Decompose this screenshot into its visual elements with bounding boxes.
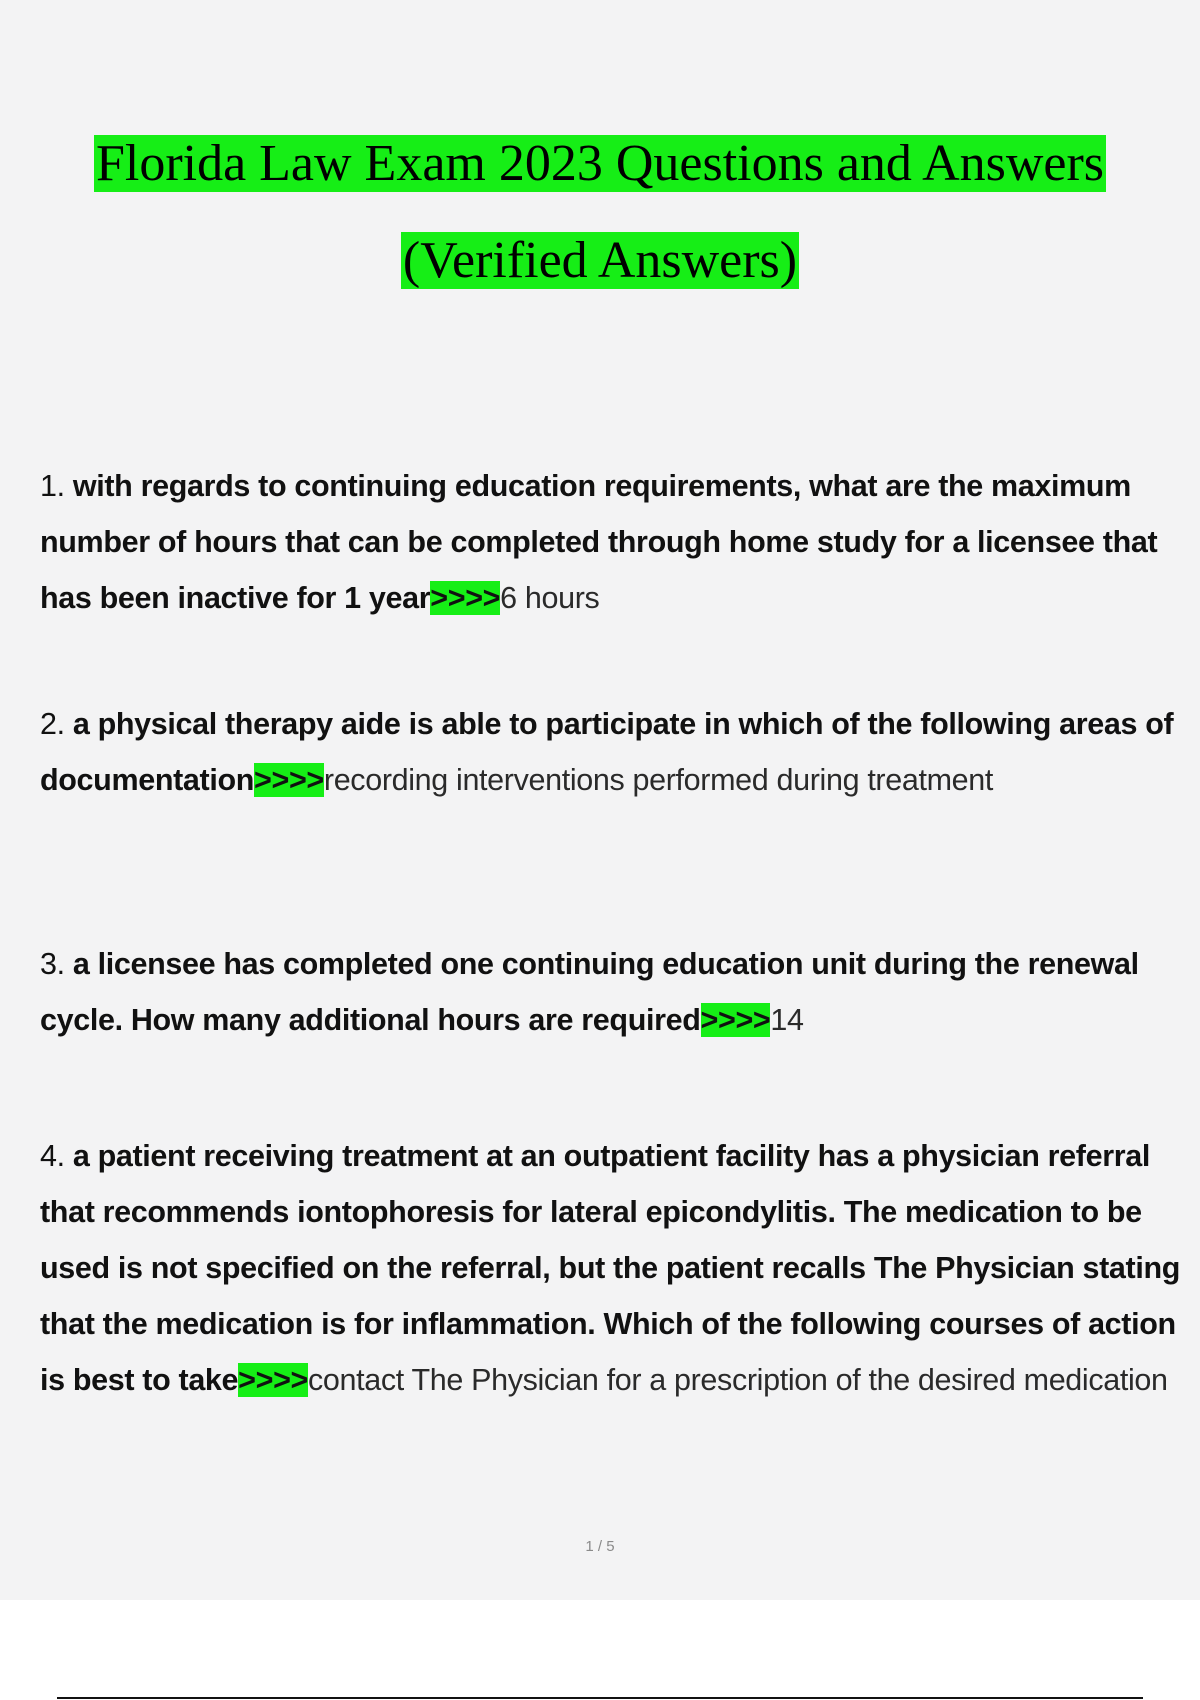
question-item-3	[40, 936, 1192, 1048]
page-number: 1 / 5	[585, 1538, 615, 1555]
title-highlight-1: Florida Law Exam 2023 Questions and Answers	[95, 135, 1105, 192]
question-item-2	[40, 696, 1192, 808]
answer-separator: >>>>	[430, 581, 501, 615]
answer-separator: >>>>	[700, 1003, 771, 1037]
document-title-line-1	[0, 132, 1200, 196]
question-text: a patient receiving treatment at an outpatient facility has a physician referral that recommends iontophoresis for lateral epicondylitis. The medication to be used is not specified on the referral, but the patient recalls The Physician stating that the medication is for inflammation. Which of the following courses of action is best to take	[40, 1139, 1181, 1397]
page-divider-rule	[57, 1697, 1143, 1699]
title-highlight-2: (Verified Answers)	[402, 232, 798, 289]
question-text: a licensee has completed one continuing education unit during the renewal cycle. How many additional hours are required	[40, 947, 1139, 1037]
question-number: 4.	[40, 1139, 65, 1173]
question-item-1	[40, 458, 1192, 626]
answer-text: contact The Physician for a prescription of the desired medication	[308, 1363, 1168, 1397]
answer-text: 14	[770, 1003, 804, 1037]
answer-separator: >>>>	[254, 763, 324, 797]
answer-separator: >>>>	[238, 1363, 309, 1397]
question-number: 3.	[40, 947, 65, 981]
question-text: with regards to continuing education requirements, what are the maximum number of hours that can be completed through home study for a licensee that has been inactive for 1 year	[40, 469, 1158, 615]
question-number: 2.	[40, 707, 65, 741]
question-number: 1.	[40, 469, 65, 503]
document-title-line-2	[0, 229, 1200, 293]
question-item-4	[40, 1128, 1192, 1408]
answer-text: recording interventions performed during treatment	[323, 763, 993, 797]
question-text: a physical therapy aide is able to participate in which of the following areas of documentation	[40, 707, 1174, 797]
answer-text: 6 hours	[500, 581, 600, 615]
